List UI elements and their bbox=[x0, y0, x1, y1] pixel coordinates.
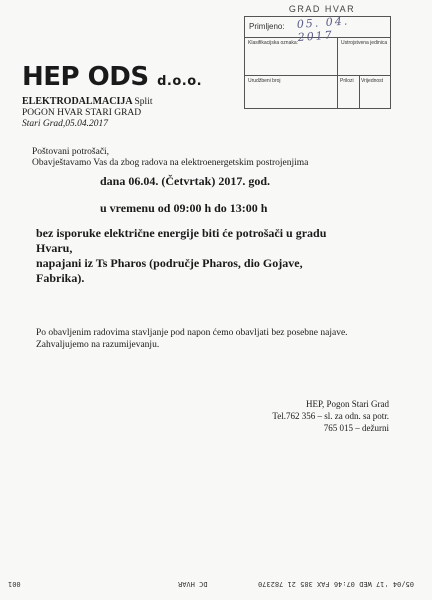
branch-name: POGON HVAR STARI GRAD bbox=[22, 108, 142, 118]
stamp-classification-label: Klasifikacijska oznaka: bbox=[248, 40, 299, 46]
stamp-received-date: 05. 04. 2017 bbox=[296, 14, 350, 44]
stamp-received-label: Primljeno: bbox=[249, 22, 285, 31]
outage-line: napajani iz Ts Pharos (područje Pharos, dio Gojave, bbox=[36, 256, 303, 270]
fax-header-line: 05/04 '17 WED 07:46 FAX 385 21 782370 bbox=[258, 580, 414, 588]
fax-page-number: 001 bbox=[8, 580, 21, 588]
registry-stamp bbox=[244, 16, 391, 109]
stamp-attachments-label: Prilozi bbox=[340, 78, 354, 84]
outage-line: Hvaru, bbox=[36, 241, 73, 255]
stamp-title: GRAD HVAR bbox=[288, 4, 356, 14]
outage-date: dana 06.04. (Četvrtak) 2017. god. bbox=[100, 174, 270, 188]
company-name-text: ELEKTRODALMACIJA bbox=[22, 96, 133, 107]
signature-block bbox=[272, 398, 389, 434]
closing-notice: Po obavljenim radovima stavljanje pod napon ćemo obavljati bez posebne najave. bbox=[36, 328, 348, 338]
signature-phone-1: Tel.762 356 – sl. za odn. sa potr. bbox=[272, 411, 389, 421]
signature-phone-2: 765 015 – dežurni bbox=[323, 423, 389, 433]
outage-time: u vremenu od 09:00 h do 13:00 h bbox=[100, 201, 268, 215]
stamp-org-unit-label: Ustrojstvena jedinica bbox=[341, 40, 388, 46]
fax-footer bbox=[0, 580, 432, 594]
outage-line: Fabrika). bbox=[36, 271, 85, 285]
outage-description bbox=[36, 226, 376, 286]
greeting: Poštovani potrošači, bbox=[32, 147, 110, 157]
hep-ods-logo bbox=[22, 62, 232, 94]
logo-main-text: HEP ODS bbox=[22, 62, 149, 92]
fax-sender: DC HVAR bbox=[178, 580, 208, 588]
logo-suffix-text: d.o.o. bbox=[157, 74, 203, 89]
signature-org: HEP, Pogon Stari Grad bbox=[306, 399, 389, 409]
company-city: Split bbox=[134, 97, 153, 107]
stamp-value-label: Vrijednost bbox=[361, 78, 384, 84]
closing-paragraph bbox=[36, 327, 376, 351]
stamp-registry-label: Urudžbeni broj bbox=[248, 78, 281, 84]
intro-text: Obavještavamo Vas da zbog radova na elektroenergetskim postrojenjima bbox=[32, 158, 309, 168]
company-name bbox=[22, 96, 152, 107]
closing-thanks: Zahvaljujemo na razumijevanju. bbox=[36, 340, 160, 350]
outage-line: bez isporuke električne energije biti će potrošači u gradu bbox=[36, 226, 327, 240]
place-date: Stari Grad,05.04.2017 bbox=[22, 119, 109, 129]
